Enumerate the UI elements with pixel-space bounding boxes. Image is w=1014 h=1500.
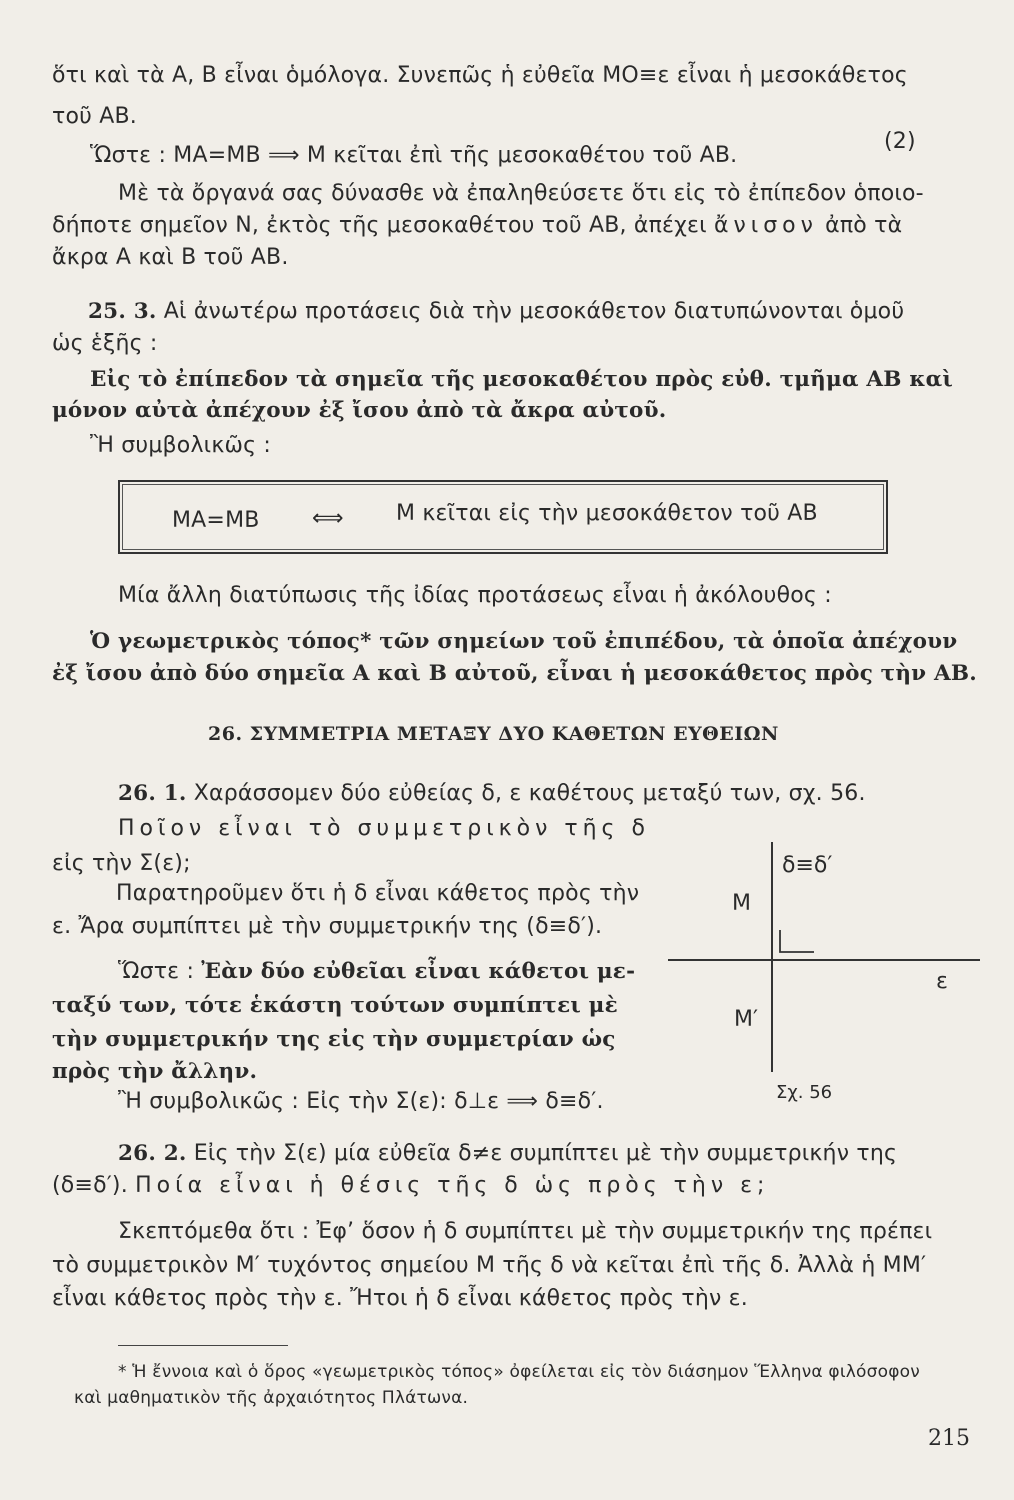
- paragraph-number: 26. 2.: [118, 1141, 187, 1166]
- footnote-line: * Ἡ ἔννοια καὶ ὁ ὅρος «γεωμετρικὸς τόπος» ὀφείλεται εἰς τὸν διάσημον Ἕλληνα φιλόσοφον: [118, 1362, 920, 1382]
- text-line: Παρατηροῦμεν ὅτι ἡ δ εἶναι κάθετος πρὸς τὴν: [116, 881, 640, 906]
- text-line: Μὲ τὰ ὄργανά σας δύνασθε νὰ ἐπαληθεύσετε ὅτι εἰς τὸ ἐπίπεδον ὁποιο-: [118, 181, 924, 206]
- theorem-line: πρὸς τὴν ἄλλην.: [52, 1059, 258, 1084]
- text-fragment: δήποτε σημεῖον Ν, ἐκτὸς τῆς μεσοκαθέτου τοῦ ΑΒ, ἀπέχει: [52, 213, 707, 238]
- text-line: ε. Ἄρα συμπίπτει μὲ τὴν συμμετρικήν της (δ≡δ′).: [52, 914, 603, 939]
- box-right-expression: Μ κεῖται εἰς τὴν μεσοκάθετον τοῦ ΑΒ: [396, 501, 818, 526]
- right-angle-mark: [780, 930, 814, 952]
- text-fragment: (δ≡δ′).: [52, 1173, 128, 1198]
- label-M-prime: Μ′: [734, 1007, 758, 1032]
- text-fragment: Ὥστε :: [118, 959, 195, 984]
- footnote-line: καὶ μαθηματικὸν τῆς ἀρχαιότητος Πλάτωνα.: [74, 1388, 469, 1408]
- figure-caption: Σχ. 56: [776, 1082, 833, 1103]
- label-epsilon: ε: [936, 969, 948, 994]
- text-fragment: Αἱ ἀνωτέρω προτάσεις διὰ τὴν μεσοκάθετον διατυπώνονται ὁμοῦ: [163, 299, 905, 324]
- theorem-line: ἐξ ἴσου ἀπὸ δύο σημεῖα Α καὶ Β αὐτοῦ, εἶναι ἡ μεσοκάθετος πρὸς τὴν ΑΒ.: [52, 661, 977, 686]
- section-heading: 26. ΣΥΜΜΕΤΡΙΑ ΜΕΤΑΞΥ ΔΥΟ ΚΑΘΕΤΩΝ ΕΥΘΕΙΩΝ: [208, 723, 779, 745]
- page-number: 215: [928, 1426, 970, 1451]
- text-line: Ἢ συμβολικῶς : Εἰς τὴν Σ(ε): δ⊥ε ⟹ δ≡δ′.: [118, 1089, 604, 1114]
- paragraph-number: 26. 1.: [118, 781, 187, 806]
- text-line: εἰς τὴν Σ(ε);: [52, 851, 191, 876]
- spaced-question: Ποία εἶναι ἡ θέσις τῆς δ ὡς πρὸς τὴν ε;: [135, 1173, 770, 1198]
- theorem-line: τὴν συμμετρικήν της εἰς τὴν συμμετρίαν ὡς: [52, 1027, 616, 1052]
- text-line: Μία ἄλλη διατύπωσις τῆς ἰδίας προτάσεως εἶναι ἡ ἀκόλουθος :: [118, 583, 832, 608]
- text-line: [88, 298, 904, 326]
- text-line: εἶναι κάθετος πρὸς τὴν ε. Ἤτοι ἡ δ εἶναι κάθετος πρὸς τὴν ε.: [52, 1286, 748, 1311]
- theorem-fragment: Ἐὰν δύο εὐθεῖαι εἶναι κάθετοι με-: [201, 959, 636, 984]
- text-line: [118, 780, 866, 808]
- text-fragment: Χαράσσομεν δύο εὐθείας δ, ε καθέτους μεταξύ των, σχ. 56.: [193, 781, 866, 806]
- figure-56: [660, 830, 990, 1110]
- paragraph-number: 25. 3.: [88, 299, 157, 324]
- spaced-question: Ποῖον εἶναι τὸ συμμετρικὸν τῆς δ: [118, 816, 650, 841]
- spaced-word: ἄνισον: [714, 213, 818, 238]
- box-left-expression: ΜΑ=ΜΒ: [172, 508, 260, 533]
- text-line: Ἢ συμβολικῶς :: [90, 433, 272, 458]
- text-line: τοῦ ΑΒ.: [52, 104, 137, 129]
- text-line: [52, 212, 902, 240]
- text-line: Σκεπτόμεθα ὅτι : Ἐφ’ ὅσον ἡ δ συμπίπτει μὲ τὴν συμμετρικήν της πρέπει: [118, 1219, 933, 1244]
- label-M: Μ: [732, 891, 751, 916]
- theorem-line: ταξύ των, τότε ἑκάστη τούτων συμπίπτει μὲ: [52, 993, 618, 1018]
- text-line: τὸ συμμετρικὸν Μ′ τυχόντος σημείου Μ τῆς δ νὰ κεῖται ἐπὶ τῆς δ. Ἀλλὰ ἡ ΜΜ′: [52, 1253, 927, 1278]
- theorem-line: Εἰς τὸ ἐπίπεδον τὰ σημεῖα τῆς μεσοκαθέτου πρὸς εὐθ. τμῆμα ΑΒ καὶ: [90, 367, 953, 392]
- text-line: Ὥστε : ΜΑ=ΜΒ ⟹ Μ κεῖται ἐπὶ τῆς μεσοκαθέτου τοῦ ΑΒ.: [90, 143, 738, 168]
- equation-number: (2): [884, 129, 916, 154]
- text-line: [118, 958, 635, 986]
- theorem-line: Ὁ γεωμετρικὸς τόπος* τῶν σημείων τοῦ ἐπιπέδου, τὰ ὁποῖα ἀπέχουν: [90, 629, 958, 654]
- text-line: ὅτι καὶ τὰ Α, Β εἶναι ὁμόλογα. Συνεπῶς ἡ εὐθεῖα ΜΟ≡ε εἶναι ἡ μεσοκάθετος: [52, 63, 908, 88]
- text-line: ἄκρα Α καὶ Β τοῦ ΑΒ.: [52, 245, 289, 270]
- footnote-rule: [118, 1345, 288, 1346]
- text-line: [52, 1172, 769, 1200]
- text-fragment: Εἰς τὴν Σ(ε) μία εὐθεῖα δ≠ε συμπίπτει μὲ τὴν συμμετρικήν της: [193, 1141, 898, 1166]
- theorem-line: μόνον αὐτὰ ἀπέχουν ἐξ ἴσου ἀπὸ τὰ ἄκρα αὐτοῦ.: [52, 398, 667, 423]
- equivalence-arrow: ⟺: [312, 506, 344, 531]
- text-line: [118, 1140, 897, 1168]
- text-line: ὡς ἑξῆς :: [52, 331, 158, 356]
- label-delta: δ≡δ′: [782, 853, 833, 878]
- text-fragment: ἀπὸ τὰ: [825, 213, 903, 238]
